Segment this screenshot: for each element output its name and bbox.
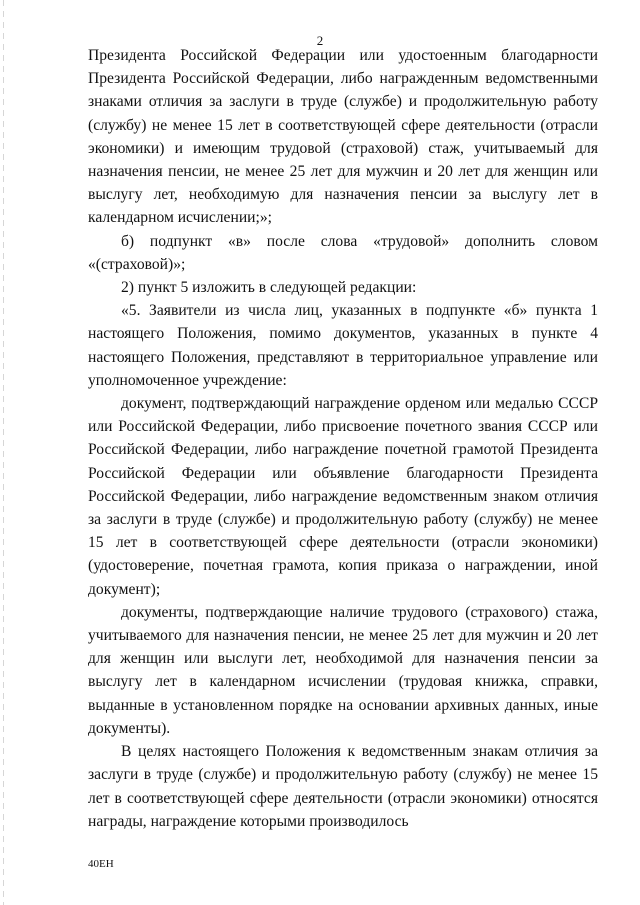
paragraph-3: 2) пункт 5 изложить в следующей редакции:: [121, 279, 417, 297]
document-body: [88, 44, 598, 833]
paragraph-2: б) подпункт «в» после слова «трудовой» дополнить словом «(страховой)»;: [88, 232, 598, 273]
paragraph-1: Президента Российской Федерации или удостоенным благодарности Президента Российской Федерации, либо награжденным ведомственными знаками отличия за заслуги в труде (службе) и продолжительную работу (службу) не менее 15 лет в соответствующей сфере деятельности (отрасли экономики) и имеющим трудовой (страховой) стаж, учитываемый для назначения пенсии, не менее 25 лет для мужчин и 20 лет для женщин или выслугу лет, необходимую для назначения пенсии за выслугу лет в календарном исчислении;»;: [88, 47, 598, 227]
document-footer-code: 40ЕН: [88, 858, 114, 870]
paragraph-4: «5. Заявители из числа лиц, указанных в подпункте «б» пункта 1 настоящего Положения, помимо документов, указанных в пункте 4 настоящего Положения, представляют в территориальное управление или уполномоченное учреждение:: [88, 302, 598, 389]
page-number: 2: [316, 33, 324, 48]
paragraph-5: документ, подтверждающий награждение орденом или медалью СССР или Российской Федерации, либо присвоение почетного звания СССР или Российской Федерации, либо награждение почетной грамотой Президента Российской Федерации или объявление благодарности Президента Российской Федерации, либо награждение ведомственным знаком отличия за заслуги в труде (службе) и продолжительную работу (службу) не менее 15 лет в соответствующей сфере деятельности (отрасли экономики) (удостоверение, почетная грамота, копия приказа о награждении, иной документ);: [88, 395, 598, 598]
paragraph-7: В целях настоящего Положения к ведомственным знакам отличия за заслуги в труде (службе) и продолжительную работу (службу) не менее 15 лет в соответствующей сфере деятельности (отрасли экономики) относятся награды, награждение которыми производилось: [88, 743, 598, 830]
scan-edge-artifact: [3, 0, 4, 905]
paragraph-6: документы, подтверждающие наличие трудового (страхового) стажа, учитываемого для назначения пенсии, не менее 25 лет для мужчин и 20 лет для женщин или выслуги лет, необходимой для назначения пенсии за выслугу лет в календарном исчислении (трудовая книжка, справки, выданные в установленном порядке на основании архивных данных, иные документы).: [88, 603, 598, 737]
